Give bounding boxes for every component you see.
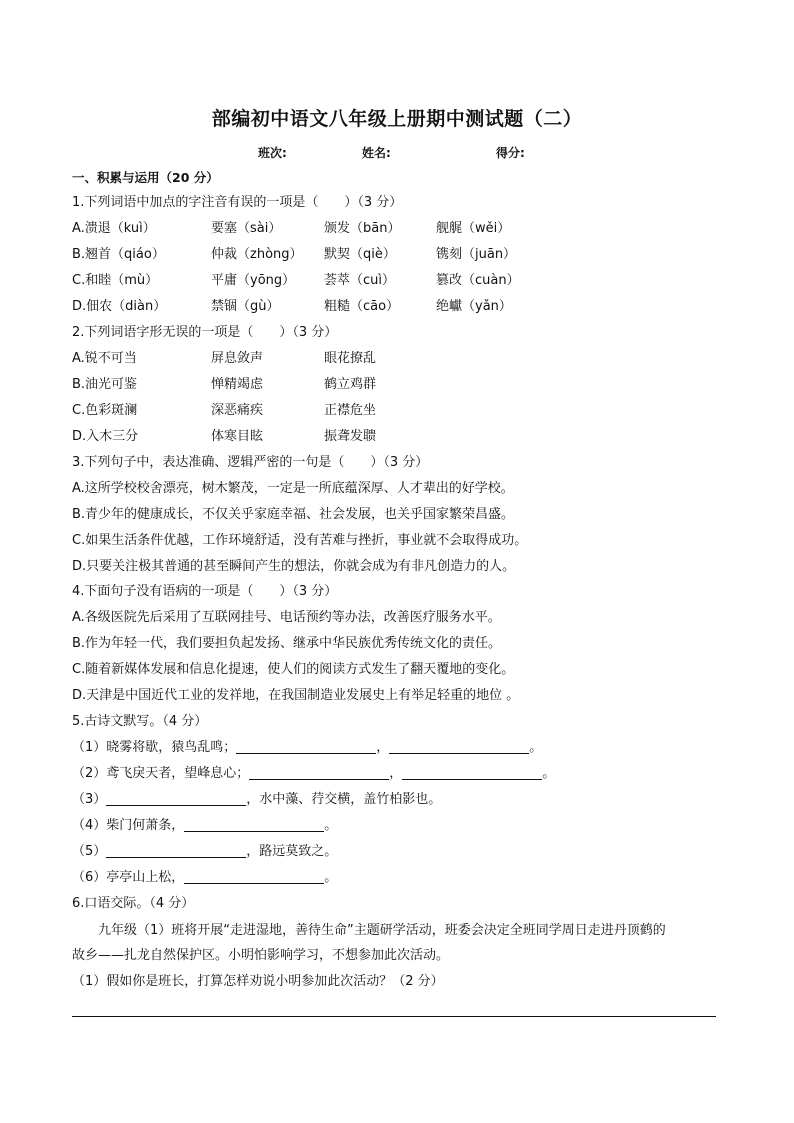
q5-line-3-suffix: ，水中藻、荇交横，盖竹柏影也。 [246, 792, 442, 807]
q1-option-c-4: 篡改（cuàn） [436, 273, 520, 288]
q2-option-c-1: C.色彩斑澜 [72, 403, 138, 418]
q5-line-5 [72, 842, 337, 862]
q5-line-1-text: （1）晓雾将歇，猿鸟乱鸣； [72, 740, 237, 755]
q1-option-a-4: 舰艉（wěi） [436, 221, 511, 236]
q2-option-d-1: D.入木三分 [72, 429, 139, 444]
q4-option-a: A.各级医院先后采用了互联网挂号、电话预约等办法，改善医疗服务水平。 [72, 610, 501, 625]
q2-option-a-1: A.锐不可当 [72, 351, 137, 366]
answer-blank[interactable] [184, 817, 324, 832]
q4-option-c: C.随着新媒体发展和信息化提速，使人们的阅读方式发生了翻天覆地的变化。 [72, 662, 515, 677]
q5-line-5-suffix: ，路远莫致之。 [246, 844, 338, 859]
q5-line-3-text: （3） [72, 792, 107, 807]
q1-option-b-3: 默契（qiè） [324, 247, 396, 262]
name-label: 姓名: [362, 146, 391, 160]
answer-blank[interactable] [236, 739, 376, 754]
answer-line[interactable] [72, 1016, 716, 1017]
answer-blank[interactable] [106, 791, 246, 806]
q1-option-c-1: C.和睦（mù） [72, 273, 159, 288]
q5-line-5-text: （5） [72, 844, 107, 859]
comma: ， [376, 740, 390, 755]
score-label: 得分: [496, 146, 525, 160]
q5-line-6 [72, 868, 337, 888]
answer-blank[interactable] [184, 869, 324, 884]
class-label: 班次: [258, 146, 287, 160]
q1-option-a-2: 要塞（sài） [211, 221, 282, 236]
question-2-stem: 2.下列词语字形无误的一项是（ ）（3 分） [72, 325, 338, 340]
answer-blank[interactable] [402, 765, 542, 780]
question-5-stem: 5.古诗文默写。（4 分） [72, 714, 208, 729]
q2-option-a-3: 眼花撩乱 [324, 351, 377, 366]
period: 。 [529, 740, 543, 755]
q2-option-c-3: 正襟危坐 [324, 403, 377, 418]
question-1-stem: 1.下列词语中加点的字注音有误的一项是（ ）（3 分） [72, 195, 403, 210]
q5-line-2-text: （2）鸢飞戾天者，望峰息心； [72, 766, 250, 781]
q5-line-1 [72, 738, 542, 758]
q2-option-b-3: 鹤立鸡群 [324, 377, 377, 392]
q2-option-d-2: 体寒目眩 [211, 429, 264, 444]
q1-option-d-1: D.佃农（diàn） [72, 299, 167, 314]
q1-option-a-1: A.溃退（kuì） [72, 221, 156, 236]
q5-line-4 [72, 816, 337, 836]
q4-option-b: B.作为年轻一代，我们要担负起发扬、继承中华民族优秀传统文化的责任。 [72, 636, 502, 651]
q2-option-b-2: 惮精竭虑 [211, 377, 264, 392]
q3-option-b: B.青少年的健康成长，不仅关乎家庭幸福、社会发展，也关乎国家繁荣昌盛。 [72, 507, 515, 522]
section-heading: 一、积累与运用（20 分） [72, 170, 219, 185]
q1-option-d-2: 禁锢（gù） [211, 299, 280, 314]
q3-option-d: D.只要关注极其普通的甚至瞬间产生的想法，你就会成为有非凡创造力的人。 [72, 559, 516, 574]
answer-blank[interactable] [106, 843, 246, 858]
q1-option-c-2: 平庸（yōng） [211, 273, 296, 288]
q5-line-3 [72, 790, 441, 810]
q2-option-c-2: 深恶痛疾 [211, 403, 264, 418]
q6-subquestion-1: （1）假如你是班长，打算怎样劝说小明参加此次活动？（2 分） [72, 974, 444, 989]
q1-option-d-3: 粗糙（cāo） [324, 299, 400, 314]
q2-option-b-1: B.油光可鉴 [72, 377, 138, 392]
period: 。 [324, 818, 338, 833]
q1-option-b-4: 镌刻（juān） [436, 247, 517, 262]
answer-blank[interactable] [389, 739, 529, 754]
question-3-stem: 3.下列句子中，表达准确、逻辑严密的一句是（ ）（3 分） [72, 455, 429, 470]
q2-option-d-3: 振聋发聩 [324, 429, 377, 444]
q1-option-d-4: 绝巘（yǎn） [436, 299, 512, 314]
period: 。 [542, 766, 556, 781]
q1-option-b-2: 仲裁（zhòng） [211, 247, 303, 262]
q3-option-a: A.这所学校校舍漂亮，树木繁茂，一定是一所底蕴深厚、人才辈出的好学校。 [72, 481, 514, 496]
q1-option-a-3: 颁发（bān） [324, 221, 401, 236]
q5-line-2 [72, 764, 555, 784]
q6-paragraph-line-2: 故乡——扎龙自然保护区。小明怕影响学习，不想参加此次活动。 [72, 948, 450, 963]
answer-blank[interactable] [249, 765, 389, 780]
q1-option-b-1: B.翘首（qiáo） [72, 247, 165, 262]
q2-option-a-2: 屏息敛声 [211, 351, 264, 366]
q5-line-4-text: （4）柴门何萧条， [72, 818, 185, 833]
q6-paragraph-line-1: 九年级（1）班将开展“走进湿地，善待生命”主题研学活动，班委会决定全班同学周日走进丹顶鹤的 [98, 923, 666, 938]
q4-option-d: D.天津是中国近代工业的发祥地，在我国制造业发展史上有举足轻重的地位 。 [72, 688, 520, 703]
q5-line-6-text: （6）亭亭山上松， [72, 870, 185, 885]
page-title: 部编初中语文八年级上册期中测试题（二） [211, 108, 583, 130]
question-4-stem: 4.下面句子没有语病的一项是（ ）（3 分） [72, 584, 338, 599]
q1-option-c-3: 荟萃（cuì） [324, 273, 395, 288]
q3-option-c: C.如果生活条件优越，工作环境舒适，没有苦难与挫折，事业就不会取得成功。 [72, 533, 528, 548]
comma: ， [389, 766, 403, 781]
period: 。 [324, 870, 338, 885]
question-6-stem: 6.口语交际。（4 分） [72, 896, 195, 911]
